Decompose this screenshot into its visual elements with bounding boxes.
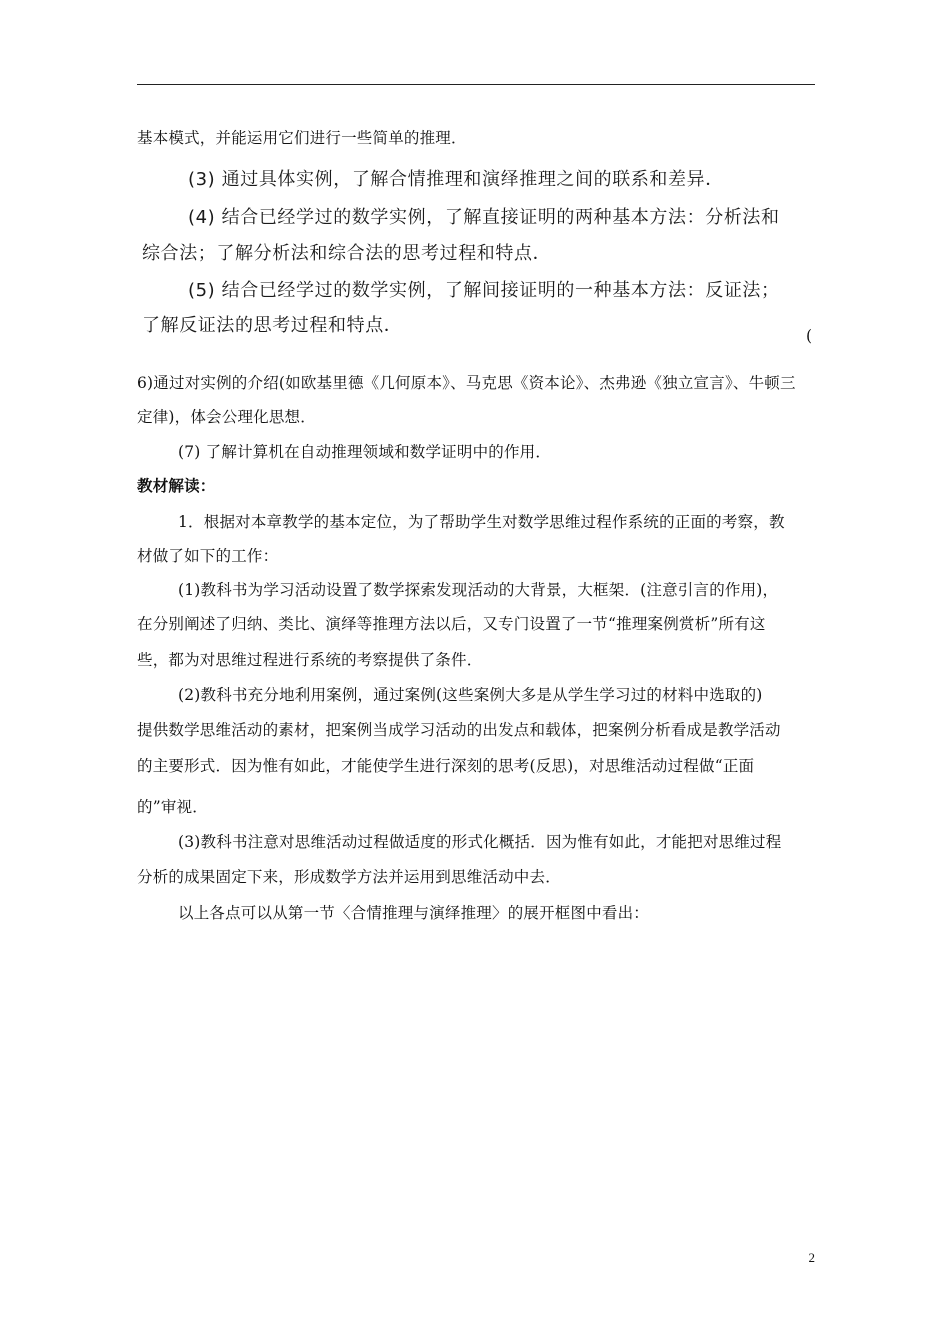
text-line: (3) 通过具体实例，了解合情推理和演绎推理之间的联系和差异． bbox=[188, 169, 724, 190]
text-line: 综合法；了解分析法和综合法的思考过程和特点． bbox=[142, 243, 552, 264]
section-heading: 教材解读： bbox=[137, 476, 216, 495]
text-line: (3)教科书注意对思维活动过程做适度的形式化概括．因为惟有如此，才能把对思维过程 bbox=[178, 833, 782, 851]
text-line: 的主要形式．因为惟有如此，才能使学生进行深刻的思考(反思)，对思维活动过程做“正面 bbox=[137, 757, 755, 775]
text-line: 1．根据对本章教学的基本定位，为了帮助学生对数学思维过程作系统的正面的考察，教 bbox=[178, 513, 785, 531]
text-line: (1)教科书为学习活动设置了数学探索发现活动的大背景，大框架．(注意引言的作用)， bbox=[178, 581, 779, 599]
text-line: (7) 了解计算机在自动推理领域和数学证明中的作用． bbox=[178, 443, 552, 461]
text-line: 些，都为对思维过程进行系统的考察提供了条件． bbox=[137, 651, 483, 669]
text-line: 分析的成果固定下来，形成数学方法并运用到思维活动中去． bbox=[137, 868, 561, 886]
text-line: 材做了如下的工作： bbox=[137, 547, 279, 565]
text-line: 基本模式，并能运用它们进行一些简单的推理． bbox=[137, 129, 467, 147]
text-line: 在分别阐述了归纳、类比、演绎等推理方法以后，又专门设置了一节“推理案例赏析”所有这 bbox=[137, 615, 766, 633]
text-line: 提供数学思维活动的素材，把案例当成学习活动的出发点和载体，把案例分析看成是教学活动 bbox=[137, 721, 781, 739]
text-line: (4) 结合已经学过的数学实例，了解直接证明的两种基本方法：分析法和 bbox=[188, 207, 780, 228]
text-line: (2)教科书充分地利用案例，通过案例(这些案例大多是从学生学习过的材料中选取的) bbox=[178, 686, 763, 704]
text-line: (5) 结合已经学过的数学实例，了解间接证明的一种基本方法：反证法； bbox=[188, 280, 780, 301]
text-line: 以上各点可以从第一节〈合情推理与演绎推理〉的展开框图中看出： bbox=[178, 904, 650, 922]
text-line: ( bbox=[806, 327, 813, 345]
text-line: 的”审视． bbox=[137, 798, 208, 816]
page-number: 2 bbox=[808, 1250, 815, 1265]
header-rule bbox=[137, 84, 815, 85]
text-line: 定律)，体会公理化思想． bbox=[137, 408, 316, 426]
text-line: 了解反证法的思考过程和特点． bbox=[142, 315, 403, 336]
text-line: 6)通过对实例的介绍(如欧基里德《几何原本》、马克思《资本论》、杰弗逊《独立宣言》、牛顿三 bbox=[137, 374, 796, 392]
